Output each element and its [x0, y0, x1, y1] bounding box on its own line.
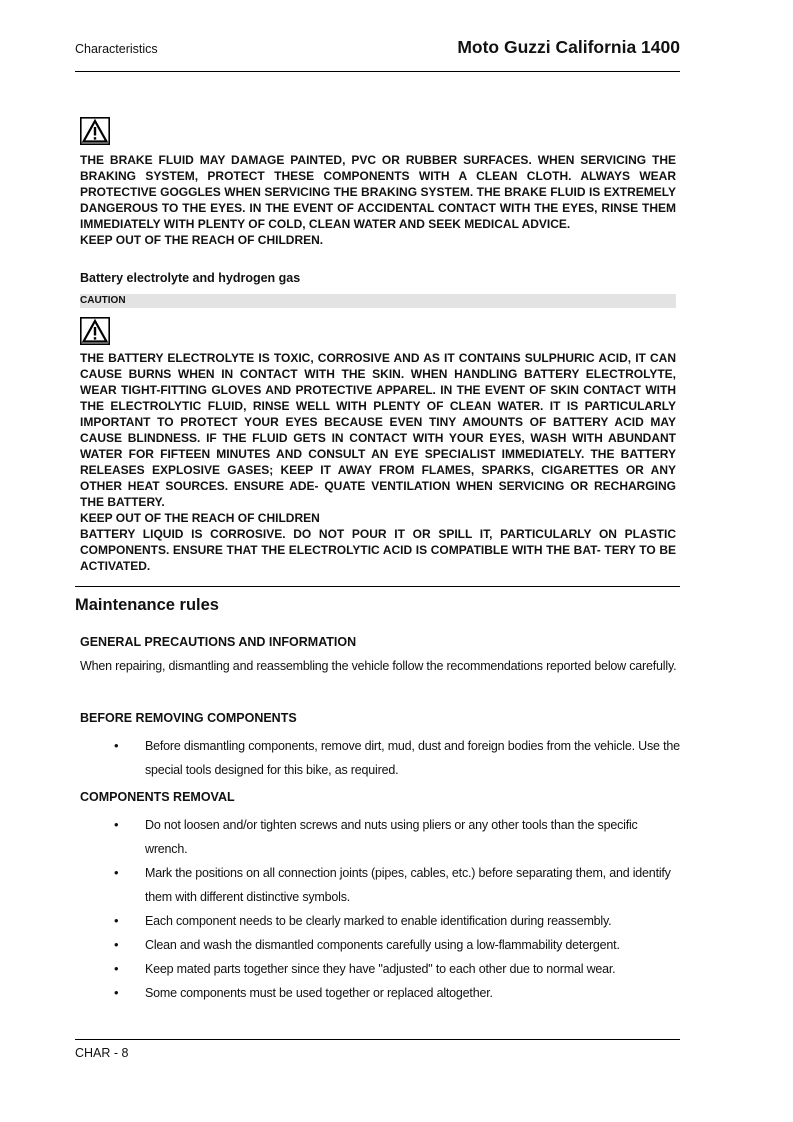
list-item: • Do not loosen and/or tighten screws and nuts using pliers or any other tools than the specific wrench.: [0, 813, 680, 861]
page-number: CHAR - 8: [75, 1046, 129, 1060]
keep-away-children-1: KEEP OUT OF THE REACH OF CHILDREN.: [80, 233, 324, 247]
before-removing-heading: BEFORE REMOVING COMPONENTS: [80, 711, 297, 725]
list-item: • Before dismantling components, remove dirt, mud, dust and foreign bodies from the vehicle. Use the special tools designed for this bike, as required.: [0, 734, 680, 782]
brake-fluid-warning: [80, 152, 676, 248]
footer-rule: [75, 1039, 680, 1040]
components-removal-list: [0, 813, 680, 1005]
battery-electrolyte-warning: [80, 350, 676, 574]
brake-fluid-warning-text: THE BRAKE FLUID MAY DAMAGE PAINTED, PVC OR RUBBER SURFACES. WHEN SERVICING THE BRAKING SYSTEM, PROTECT THESE COMPONENTS WITH A CLEAN CLOTH. ALWAYS WEAR PROTECTIVE GOGGLES WHEN SERVICING THE BRAKING SYSTEM. THE BRAKE FLUID IS EXTREMELY DANGEROUS TO THE EYES. IN THE EVENT OF ACCIDENTAL CONTACT WITH THE EYES, RINSE THEM IMMEDIATELY WITH PLENTY OF COLD, CLEAN WATER AND SEEK MEDICAL ADVICE.: [80, 153, 676, 231]
list-item: • Each component needs to be clearly marked to enable identification during reassembly.: [0, 909, 680, 933]
bullet-icon: •: [114, 985, 119, 1000]
list-item: • Some components must be used together or replaced altogether.: [0, 981, 680, 1005]
caution-bar: CAUTION: [80, 294, 676, 308]
before-removing-list: [0, 734, 680, 782]
bullet-icon: •: [114, 937, 119, 952]
bullet-icon: •: [114, 913, 119, 928]
section-title: Maintenance rules: [75, 596, 219, 614]
header-manual-title: Moto Guzzi California 1400: [457, 37, 680, 57]
list-item: • Mark the positions on all connection joints (pipes, cables, etc.) before separating them, and identify them with different distinctive symbols.: [0, 861, 680, 909]
general-precautions-heading: GENERAL PRECAUTIONS AND INFORMATION: [80, 635, 357, 649]
bullet-icon: •: [114, 738, 119, 753]
list-item: • Clean and wash the dismantled components carefully using a low-flammability detergent.: [0, 933, 680, 957]
components-removal-heading: COMPONENTS REMOVAL: [80, 790, 235, 804]
list-item: • Keep mated parts together since they have "adjusted" to each other due to normal wear.: [0, 957, 680, 981]
battery-liquid-corrosive-text: BATTERY LIQUID IS CORROSIVE. DO NOT POUR IT OR SPILL IT, PARTICULARLY ON PLASTIC COMPONENTS. ENSURE THAT THE ELECTROLYTIC ACID IS COMPATIBLE WITH THE BAT- TERY TO BE ACTIVATED.: [80, 527, 676, 573]
header-section-label: Characteristics: [75, 42, 158, 56]
keep-away-children-2: KEEP OUT OF THE REACH OF CHILDREN: [80, 511, 320, 525]
general-precautions-text: When repairing, dismantling and reassembling the vehicle follow the recommendations reported below carefully.: [80, 659, 677, 673]
warning-triangle-icon: [80, 117, 110, 145]
battery-subheading: Battery electrolyte and hydrogen gas: [80, 271, 301, 285]
bullet-icon: •: [114, 817, 119, 832]
warning-triangle-icon: [80, 317, 110, 345]
header-rule: [75, 71, 680, 72]
bullet-icon: •: [114, 961, 119, 976]
bullet-icon: •: [114, 865, 119, 880]
battery-electrolyte-warning-text: THE BATTERY ELECTROLYTE IS TOXIC, CORROSIVE AND AS IT CONTAINS SULPHURIC ACID, IT CAN CAUSE BURNS WHEN IN CONTACT WITH THE SKIN. WHEN HANDLING BATTERY ELECTROLYTE, WEAR TIGHT-FITTING GLOVES AND PROTECTIVE APPAREL. IN THE EVENT OF SKIN CONTACT WITH THE ELECTROLYTIC FLUID, RINSE WELL WITH PLENTY OF CLEAN WATER. IT IS PARTICULARLY IMPORTANT TO PROTECT YOUR EYES BECAUSE EVEN TINY AMOUNTS OF BATTERY ACID MAY CAUSE BLINDNESS. IF THE FLUID GETS IN CONTACT WITH YOUR EYES, WASH WITH ABUNDANT WATER FOR FIFTEEN MINUTES AND CONSULT AN EYE SPECIALIST IMMEDIATELY. THE BATTERY RELEASES EXPLOSIVE GASES; KEEP IT AWAY FROM FLAMES, SPARKS, CIGARETTES OR ANY OTHER HEAT SOURCES. ENSURE ADE- QUATE VENTILATION WHEN SERVICING OR RECHARGING THE BATTERY.: [80, 351, 676, 509]
section-rule: [75, 586, 680, 587]
